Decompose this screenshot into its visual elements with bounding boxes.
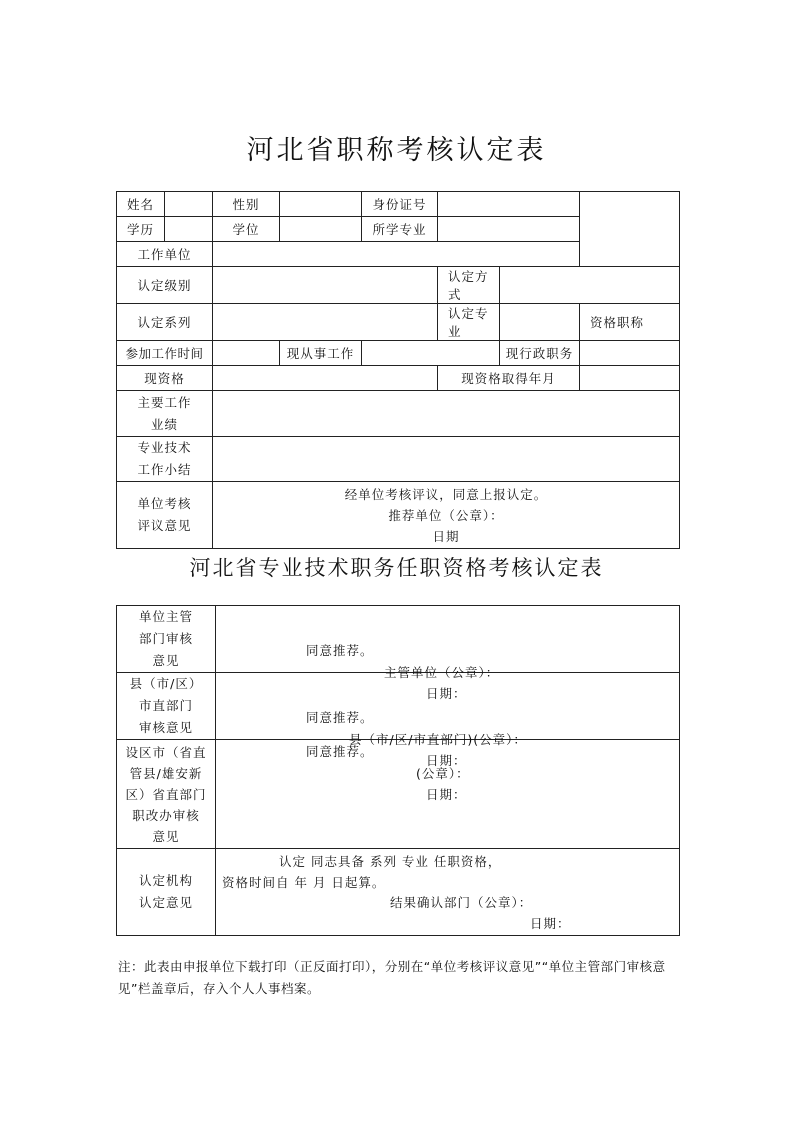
name-field[interactable] <box>165 192 213 217</box>
degree-field[interactable] <box>280 217 362 242</box>
specialty-label: 认定专业 <box>438 304 500 341</box>
specialty-field[interactable] <box>500 304 580 341</box>
authority-opinion-field: 认定 同志具备 系列 专业 任职资格， 资格时间自 年 月 日起算。 结果确认部门（公章）： 日期： <box>216 849 680 936</box>
education-field[interactable] <box>165 217 213 242</box>
series-field[interactable] <box>213 304 438 341</box>
summary-label: 专业技术 工作小结 <box>117 437 213 482</box>
unit-opinion-label: 单位考核 评议意见 <box>117 482 213 549</box>
major-label: 所学专业 <box>362 217 438 242</box>
footnote: 注：此表由申报单位下载打印（正反面打印），分别在“单位考核评议意见”“单位主管部门审核意见”栏盖章后，存入个人人事档案。 <box>118 959 666 996</box>
approval-table <box>116 605 680 936</box>
achievements-field[interactable] <box>213 391 680 437</box>
current-qual-label: 现资格 <box>117 366 213 391</box>
method-label: 认定方式 <box>438 267 500 304</box>
unit-opinion-field: 经单位考核评议，同意上报认定。 推荐单位（公章）： 日期 <box>213 482 680 549</box>
form-title: 河北省职称考核认定表 <box>246 135 547 166</box>
work-unit-label: 工作单位 <box>117 242 213 267</box>
city-opinion-label: 设区市（省直 管县/雄安新 区）省直部门 职改办审核 意见 <box>117 740 216 849</box>
method-field[interactable] <box>500 267 680 304</box>
current-qual-field[interactable] <box>213 366 438 391</box>
assessment-table <box>116 191 680 549</box>
id-number-label: 身份证号 <box>362 192 438 217</box>
achievements-label: 主要工作 业绩 <box>117 391 213 437</box>
city-opinion-field: 同意推荐。 (公章）： 日期： <box>216 740 680 849</box>
level-field[interactable] <box>213 267 438 304</box>
current-work-label: 现从事工作 <box>280 341 362 366</box>
education-label: 学历 <box>117 217 165 242</box>
work-unit-field[interactable] <box>213 242 580 267</box>
county-opinion-field: 同意推荐。 县（市/区/市直部门)(公章）： 日期： <box>216 673 680 740</box>
supervisor-opinion-field: 同意推荐。 主管单位（公章）： 日期： <box>216 606 680 673</box>
authority-opinion-label: 认定机构 认定意见 <box>117 849 216 936</box>
county-opinion-label: 县（市/区） 市直部门 审核意见 <box>117 673 216 740</box>
start-work-label: 参加工作时间 <box>117 341 213 366</box>
start-work-field[interactable] <box>213 341 280 366</box>
summary-field[interactable] <box>213 437 680 482</box>
series-label: 认定系列 <box>117 304 213 341</box>
name-label: 姓名 <box>117 192 165 217</box>
admin-post-field[interactable] <box>580 341 680 366</box>
qual-date-field[interactable] <box>580 366 680 391</box>
gender-field[interactable] <box>280 192 362 217</box>
gender-label: 性别 <box>213 192 280 217</box>
degree-label: 学位 <box>213 217 280 242</box>
id-number-field[interactable] <box>438 192 580 217</box>
form-subtitle: 河北省专业技术职务任职资格考核认定表 <box>189 556 604 580</box>
title-qual-label: 资格职称 <box>580 304 680 341</box>
current-work-field[interactable] <box>362 341 500 366</box>
admin-post-label: 现行政职务 <box>500 341 580 366</box>
major-field[interactable] <box>438 217 580 242</box>
photo-area <box>580 192 680 267</box>
level-label: 认定级别 <box>117 267 213 304</box>
qual-date-label: 现资格取得年月 <box>438 366 580 391</box>
supervisor-opinion-label: 单位主管 部门审核 意见 <box>117 606 216 673</box>
